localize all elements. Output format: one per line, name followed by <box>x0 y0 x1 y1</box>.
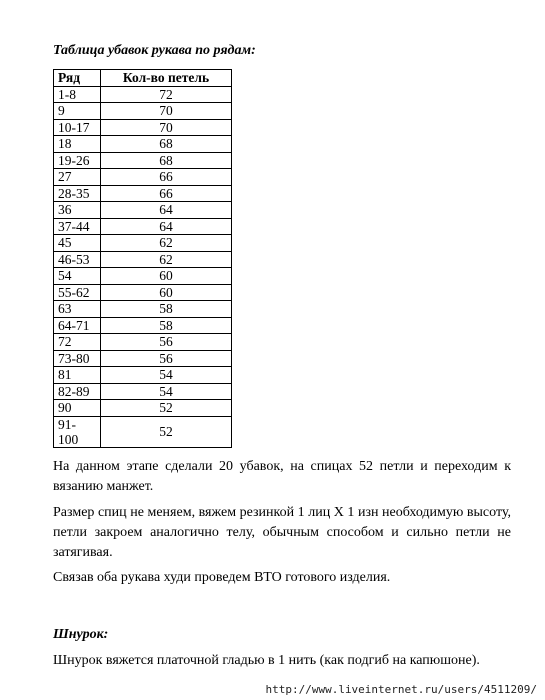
cell-stitch-count: 52 <box>101 416 232 447</box>
paragraph-drawstring: Шнурок вяжется платочной гладью в 1 нить (как подгиб на капюшоне). <box>53 653 480 668</box>
cell-row-number: 72 <box>54 334 101 351</box>
table-title: Таблица убавок рукава по рядам: <box>53 43 256 58</box>
table-row <box>54 416 232 447</box>
cell-row-number: 28-35 <box>54 185 101 202</box>
cell-stitch-count: 54 <box>101 367 232 384</box>
cell-stitch-count: 70 <box>101 103 232 120</box>
cell-stitch-count: 54 <box>101 383 232 400</box>
cell-stitch-count: 64 <box>101 202 232 219</box>
table-row <box>54 119 232 136</box>
table-row <box>54 103 232 120</box>
cell-row-number: 37-44 <box>54 218 101 235</box>
table-row <box>54 152 232 169</box>
cell-row-number: 54 <box>54 268 101 285</box>
table-row <box>54 383 232 400</box>
table-row <box>54 136 232 153</box>
table-row <box>54 235 232 252</box>
cell-stitch-count: 58 <box>101 301 232 318</box>
cell-stitch-count: 68 <box>101 136 232 153</box>
cell-row-number: 90 <box>54 400 101 417</box>
cell-stitch-count: 60 <box>101 268 232 285</box>
cell-stitch-count: 62 <box>101 251 232 268</box>
table-row <box>54 350 232 367</box>
table-row <box>54 86 232 103</box>
cell-stitch-count: 56 <box>101 334 232 351</box>
cell-row-number: 91-100 <box>54 416 101 447</box>
cell-row-number: 10-17 <box>54 119 101 136</box>
cell-stitch-count: 72 <box>101 86 232 103</box>
cell-row-number: 64-71 <box>54 317 101 334</box>
section-title-drawstring: Шнурок: <box>53 627 109 642</box>
cell-row-number: 73-80 <box>54 350 101 367</box>
table-body <box>54 86 232 447</box>
cell-stitch-count: 66 <box>101 185 232 202</box>
paragraph-blocking: Связав оба рукава худи проведем ВТО готового изделия. <box>53 570 391 585</box>
cell-stitch-count: 56 <box>101 350 232 367</box>
table-row <box>54 334 232 351</box>
cell-stitch-count: 64 <box>101 218 232 235</box>
cell-row-number: 45 <box>54 235 101 252</box>
cell-stitch-count: 66 <box>101 169 232 186</box>
table-row <box>54 268 232 285</box>
cell-row-number: 9 <box>54 103 101 120</box>
cell-stitch-count: 58 <box>101 317 232 334</box>
decrease-table <box>53 69 232 448</box>
table-header-row <box>54 70 232 87</box>
cell-stitch-count: 68 <box>101 152 232 169</box>
cell-stitch-count: 60 <box>101 284 232 301</box>
cell-row-number: 63 <box>54 301 101 318</box>
cell-stitch-count: 52 <box>101 400 232 417</box>
table-row <box>54 400 232 417</box>
cell-row-number: 36 <box>54 202 101 219</box>
cell-stitch-count: 70 <box>101 119 232 136</box>
paragraph-ribbing: Размер спиц не меняем, вяжем резинкой 1 лиц Х 1 изн необходимую высоту, петли закроем аналогично телу, обычным способом и сильно петли не затягивая. <box>53 505 511 560</box>
paragraph-decreases-done: На данном этапе сделали 20 убавок, на спицах 52 петли и переходим к вязанию манжет. <box>53 459 511 494</box>
source-url-watermark: http://www.liveinternet.ru/users/4511209/ <box>265 683 537 696</box>
cell-row-number: 55-62 <box>54 284 101 301</box>
table-row <box>54 185 232 202</box>
cell-stitch-count: 62 <box>101 235 232 252</box>
cell-row-number: 46-53 <box>54 251 101 268</box>
table-row <box>54 251 232 268</box>
table-row <box>54 301 232 318</box>
cell-row-number: 18 <box>54 136 101 153</box>
table-row <box>54 284 232 301</box>
header-row-number: Ряд <box>54 70 101 87</box>
cell-row-number: 1-8 <box>54 86 101 103</box>
cell-row-number: 19-26 <box>54 152 101 169</box>
cell-row-number: 82-89 <box>54 383 101 400</box>
table-row <box>54 202 232 219</box>
cell-row-number: 81 <box>54 367 101 384</box>
table-row <box>54 169 232 186</box>
header-stitch-count: Кол-во петель <box>101 70 232 87</box>
table-row <box>54 218 232 235</box>
table-row <box>54 317 232 334</box>
table-row <box>54 367 232 384</box>
cell-row-number: 27 <box>54 169 101 186</box>
